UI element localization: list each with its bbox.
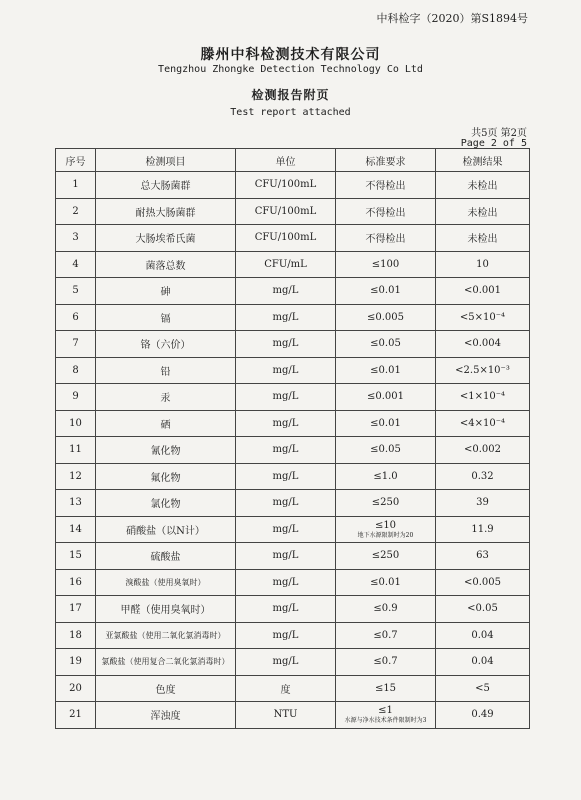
table-row (56, 569, 530, 596)
test-result: 63 (436, 543, 530, 570)
row-number: 4 (56, 251, 96, 278)
unit: mg/L (236, 437, 336, 464)
unit: mg/L (236, 278, 336, 305)
test-item: 氰化物 (96, 437, 236, 464)
test-item: 汞 (96, 384, 236, 411)
unit: CFU/mL (236, 251, 336, 278)
column-header-result: 检测结果 (436, 149, 530, 172)
standard-requirement: ≤0.005 (336, 304, 436, 331)
standard-requirement: ≤0.01 (336, 410, 436, 437)
table-row (56, 463, 530, 490)
row-number: 6 (56, 304, 96, 331)
standard-value: ≤1 (378, 705, 393, 717)
column-header-standard: 标准要求 (336, 149, 436, 172)
results-table (55, 148, 530, 729)
row-number: 18 (56, 622, 96, 649)
table-header-row (56, 149, 530, 172)
column-header-item: 检测项目 (96, 149, 236, 172)
company-name-en: Tengzhou Zhongke Detection Technology Co Ltd (158, 64, 423, 75)
table-body (56, 172, 530, 729)
standard-requirement: ≤0.01 (336, 278, 436, 305)
standard-note: 地下水源限制时为20 (357, 531, 414, 539)
unit: mg/L (236, 622, 336, 649)
unit: CFU/100mL (236, 198, 336, 225)
company-name-cn: 滕州中科检测技术有限公司 (200, 47, 381, 63)
table-row (56, 543, 530, 570)
table-row (56, 331, 530, 358)
row-number: 15 (56, 543, 96, 570)
row-number: 17 (56, 596, 96, 623)
row-number: 3 (56, 225, 96, 252)
test-item: 氯化物 (96, 490, 236, 517)
test-item: 甲醛（使用臭氧时） (96, 596, 236, 623)
test-item: 镉 (96, 304, 236, 331)
test-item: 耐热大肠菌群 (96, 198, 236, 225)
page-indicator-cn: 共5页 第2页 (471, 128, 527, 139)
test-result: 0.32 (436, 463, 530, 490)
standard-requirement: ≤0.01 (336, 357, 436, 384)
standard-requirement: ≤0.05 (336, 437, 436, 464)
test-item: 砷 (96, 278, 236, 305)
standard-requirement: ≤0.01 (336, 569, 436, 596)
test-result: 0.49 (436, 702, 530, 729)
standard-note: 水源与净水技术条件限制时为3 (344, 717, 427, 725)
standard-requirement: ≤0.001 (336, 384, 436, 411)
row-number: 5 (56, 278, 96, 305)
unit: mg/L (236, 649, 336, 676)
unit: CFU/100mL (236, 225, 336, 252)
test-result: <5 (436, 675, 530, 702)
test-item: 溴酸盐（使用臭氧时） (96, 569, 236, 596)
table-row (56, 437, 530, 464)
row-number: 12 (56, 463, 96, 490)
test-item: 亚氯酸盐（使用二氧化氯消毒时） (96, 622, 236, 649)
row-number: 2 (56, 198, 96, 225)
test-result: 10 (436, 251, 530, 278)
table-row (56, 649, 530, 676)
unit: mg/L (236, 516, 336, 543)
standard-requirement: ≤250 (336, 543, 436, 570)
unit: mg/L (236, 596, 336, 623)
row-number: 11 (56, 437, 96, 464)
unit: mg/L (236, 357, 336, 384)
report-title-en: Test report attached (230, 107, 351, 118)
test-item: 硝酸盐（以N计） (96, 516, 236, 543)
unit: 度 (236, 675, 336, 702)
standard-requirement: ≤1.0 (336, 463, 436, 490)
test-result: <0.005 (436, 569, 530, 596)
test-item: 色度 (96, 675, 236, 702)
standard-requirement: ≤15 (336, 675, 436, 702)
row-number: 19 (56, 649, 96, 676)
unit: mg/L (236, 569, 336, 596)
test-result: <0.001 (436, 278, 530, 305)
test-item: 铅 (96, 357, 236, 384)
row-number: 1 (56, 172, 96, 199)
test-item: 氟化物 (96, 463, 236, 490)
test-result: 0.04 (436, 649, 530, 676)
unit: mg/L (236, 463, 336, 490)
test-result: 未检出 (436, 225, 530, 252)
standard-requirement: ≤0.9 (336, 596, 436, 623)
table-row (56, 225, 530, 252)
table-row (56, 596, 530, 623)
report-title-cn: 检测报告附页 (251, 88, 330, 102)
standard-requirement (336, 702, 436, 729)
row-number: 8 (56, 357, 96, 384)
standard-requirement: ≤100 (336, 251, 436, 278)
row-number: 10 (56, 410, 96, 437)
row-number: 13 (56, 490, 96, 517)
standard-requirement: ≤250 (336, 490, 436, 517)
test-result: <1×10⁻⁴ (436, 384, 530, 411)
unit: mg/L (236, 490, 336, 517)
unit: NTU (236, 702, 336, 729)
standard-requirement (336, 516, 436, 543)
table-row (56, 304, 530, 331)
table-row (56, 702, 530, 729)
table-row (56, 516, 530, 543)
test-result: <0.05 (436, 596, 530, 623)
test-item: 铬（六价） (96, 331, 236, 358)
test-item: 硒 (96, 410, 236, 437)
row-number: 21 (56, 702, 96, 729)
unit: mg/L (236, 384, 336, 411)
table-row (56, 622, 530, 649)
column-header-no: 序号 (56, 149, 96, 172)
row-number: 9 (56, 384, 96, 411)
standard-requirement: ≤0.7 (336, 622, 436, 649)
standard-requirement: 不得检出 (336, 172, 436, 199)
standard-requirement: 不得检出 (336, 198, 436, 225)
test-result: <2.5×10⁻³ (436, 357, 530, 384)
test-item: 总大肠菌群 (96, 172, 236, 199)
test-item: 菌落总数 (96, 251, 236, 278)
standard-requirement: ≤0.05 (336, 331, 436, 358)
standard-requirement: ≤0.7 (336, 649, 436, 676)
row-number: 16 (56, 569, 96, 596)
table-row (56, 357, 530, 384)
test-result: 未检出 (436, 172, 530, 199)
table-row (56, 384, 530, 411)
row-number: 20 (56, 675, 96, 702)
test-result: <5×10⁻⁴ (436, 304, 530, 331)
table-row (56, 675, 530, 702)
test-result: 0.04 (436, 622, 530, 649)
column-header-unit: 单位 (236, 149, 336, 172)
unit: mg/L (236, 410, 336, 437)
test-result: 39 (436, 490, 530, 517)
unit: mg/L (236, 304, 336, 331)
document-code: 中科检字（2020）第S1894号 (376, 12, 528, 25)
test-result: <4×10⁻⁴ (436, 410, 530, 437)
test-result: 未检出 (436, 198, 530, 225)
table-row (56, 278, 530, 305)
unit: CFU/100mL (236, 172, 336, 199)
standard-value: ≤10 (374, 519, 397, 531)
test-result: <0.004 (436, 331, 530, 358)
test-item: 氯酸盐（使用复合二氧化氯消毒时） (96, 649, 236, 676)
table-row (56, 251, 530, 278)
row-number: 14 (56, 516, 96, 543)
page-indicator-en: Page 2 of 5 (460, 138, 527, 149)
row-number: 7 (56, 331, 96, 358)
test-item: 大肠埃希氏菌 (96, 225, 236, 252)
table-row (56, 198, 530, 225)
unit: mg/L (236, 543, 336, 570)
table-row (56, 172, 530, 199)
test-result: 11.9 (436, 516, 530, 543)
table-row (56, 410, 530, 437)
standard-requirement: 不得检出 (336, 225, 436, 252)
unit: mg/L (236, 331, 336, 358)
test-result: <0.002 (436, 437, 530, 464)
table-row (56, 490, 530, 517)
test-item: 硫酸盐 (96, 543, 236, 570)
test-item: 浑浊度 (96, 702, 236, 729)
